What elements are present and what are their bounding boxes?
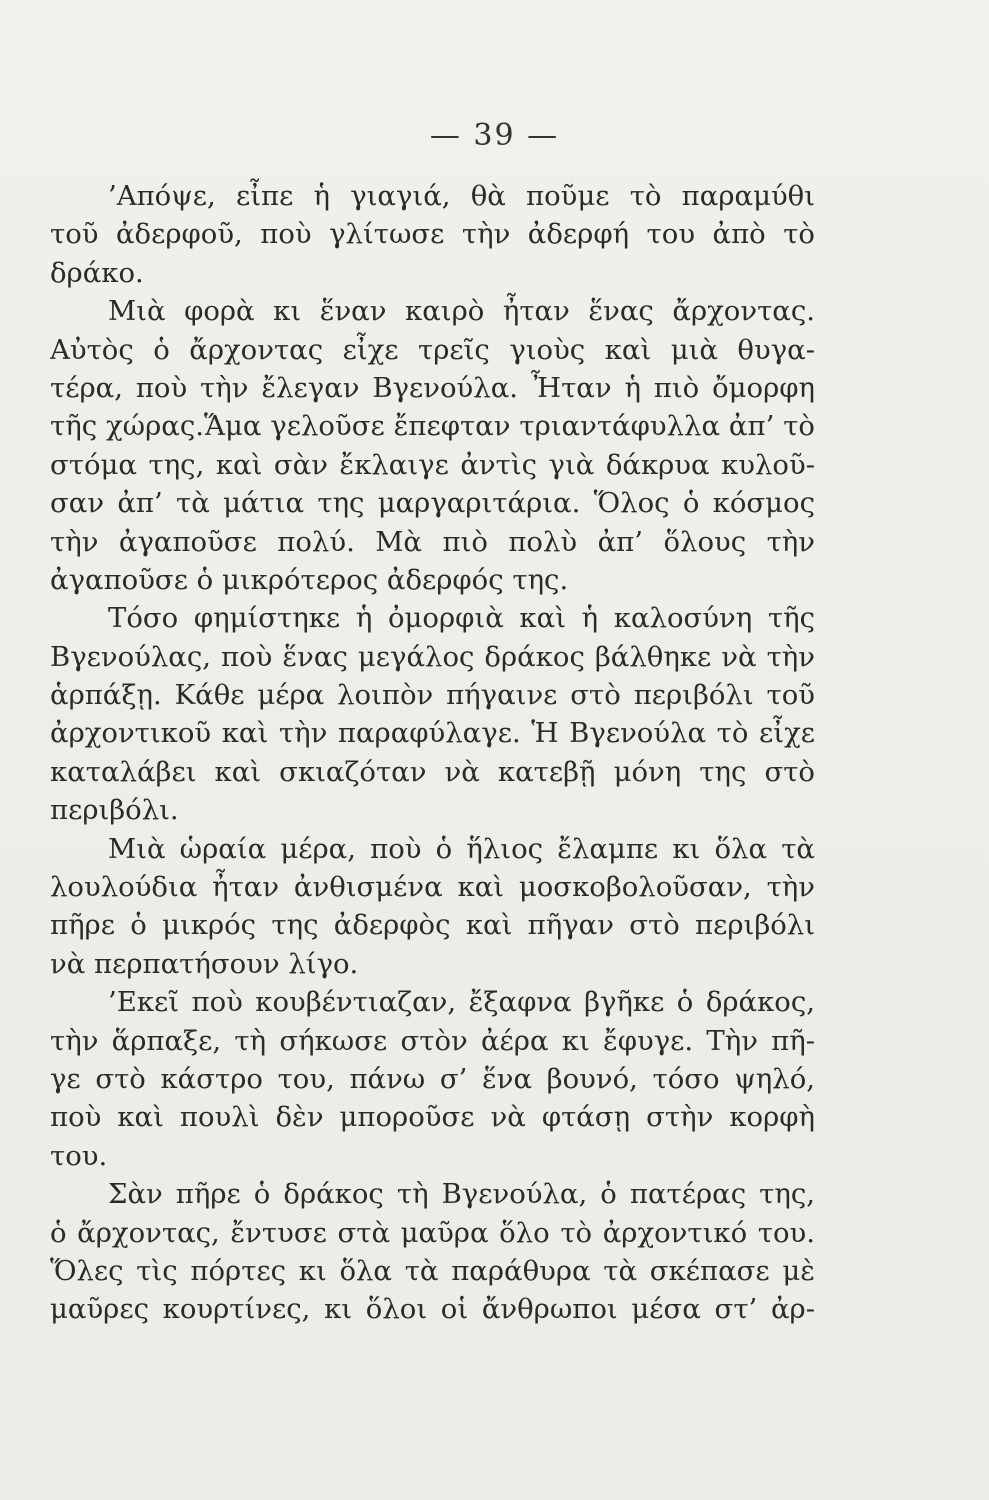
text-line: Τόσο φημίστηκε ἡ ὀμορφιὰ καὶ ἡ καλοσύνη τῆς (108, 602, 815, 635)
text-line: περιβόλι. (50, 794, 179, 827)
text-line: Βγενούλας, ποὺ ἕνας μεγάλος δράκος βάλθηκε νὰ τὴν (50, 640, 815, 673)
text-line: τῆς χώρας.Ἅμα γελοῦσε ἔπεφταν τριαντάφυλλα ἀπ’ τὸ (50, 410, 815, 443)
text-line: τὴν ἀγαποῦσε πολύ. Μὰ πιὸ πολὺ ἀπ’ ὅλους τὴν (50, 525, 815, 558)
text-line: του. (50, 1139, 108, 1172)
text-line: Αὐτὸς ὁ ἄρχοντας εἶχε τρεῖς γιοὺς καὶ μιὰ θυγα- (50, 333, 815, 366)
text-line: τοῦ ἀδερφοῦ, ποὺ γλίτωσε τὴν ἀδερφή του ἀπὸ τὸ (50, 218, 815, 251)
text-line: ἁρπάξῃ. Κάθε μέρα λοιπὸν πήγαινε στὸ περιβόλι τοῦ (50, 679, 815, 712)
text-line: Σὰν πῆρε ὁ δράκος τὴ Βγενούλα, ὁ πατέρας της, (108, 1178, 815, 1211)
text-line: Ὅλες τὶς πόρτες κι ὅλα τὰ παράθυρα τὰ σκέπασε μὲ (50, 1254, 815, 1287)
text-line: τέρα, ποὺ τὴν ἔλεγαν Βγενούλα. Ἦταν ἡ πιὸ ὄμορφη (50, 371, 815, 404)
text-line: δράκο. (50, 256, 144, 289)
text-line: ὁ ἄρχοντας, ἔντυσε στὰ μαῦρα ὅλο τὸ ἀρχοντικό του. (50, 1216, 815, 1249)
text-line: ἀρχοντικοῦ καὶ τὴν παραφύλαγε. Ἡ Βγενούλα τὸ εἶχε (50, 717, 815, 750)
text-line: στόμα της, καὶ σὰν ἔκλαιγε ἀντὶς γιὰ δάκρυα κυλοῦ- (50, 448, 815, 481)
text-line: πῆρε ὁ μικρός της ἀδερφὸς καὶ πῆγαν στὸ περιβόλι (50, 909, 815, 942)
text-line: καταλάβει καὶ σκιαζόταν νὰ κατεβῇ μόνη της στὸ (50, 755, 815, 788)
text-line: λουλούδια ἦταν ἀνθισμένα καὶ μοσκοβολοῦσαν, τὴν (50, 871, 815, 904)
body-text (50, 177, 815, 1329)
text-line: σαν ἀπ’ τὰ μάτια της μαργαριτάρια. Ὅλος ὁ κόσμος (50, 487, 815, 520)
text-line: Μιὰ ὡραία μέρα, ποὺ ὁ ἥλιος ἔλαμπε κι ὅλα τὰ (108, 832, 815, 865)
text-line: γε στὸ κάστρο του, πάνω σ’ ἕνα βουνό, τόσο ψηλό, (50, 1062, 815, 1095)
page-number: — 39 — (429, 118, 560, 153)
text-line: ’Απόψε, εἶπε ἡ γιαγιά, θὰ ποῦμε τὸ παραμύθι (108, 180, 815, 212)
text-line: ἀγαποῦσε ὁ μικρότερος ἀδερφός της. (50, 563, 569, 596)
text-line: νὰ περπατήσουν λίγο. (50, 947, 359, 980)
text-line: μαῦρες κουρτίνες, κι ὅλοι οἱ ἄνθρωποι μέσα στ’ ἀρ- (50, 1293, 815, 1326)
text-line: τὴν ἅρπαξε, τὴ σήκωσε στὸν ἀέρα κι ἔφυγε. Τὴν πῆ- (50, 1024, 815, 1057)
text-line: ποὺ καὶ πουλὶ δὲν μποροῦσε νὰ φτάσῃ στὴν κορφὴ (50, 1101, 815, 1134)
text-line: Μιὰ φορὰ κι ἕναν καιρὸ ἦταν ἕνας ἄρχοντας. (108, 295, 815, 328)
text-line: ’Εκεῖ ποὺ κουβέντιαζαν, ἔξαφνα βγῆκε ὁ δράκος, (108, 986, 815, 1019)
